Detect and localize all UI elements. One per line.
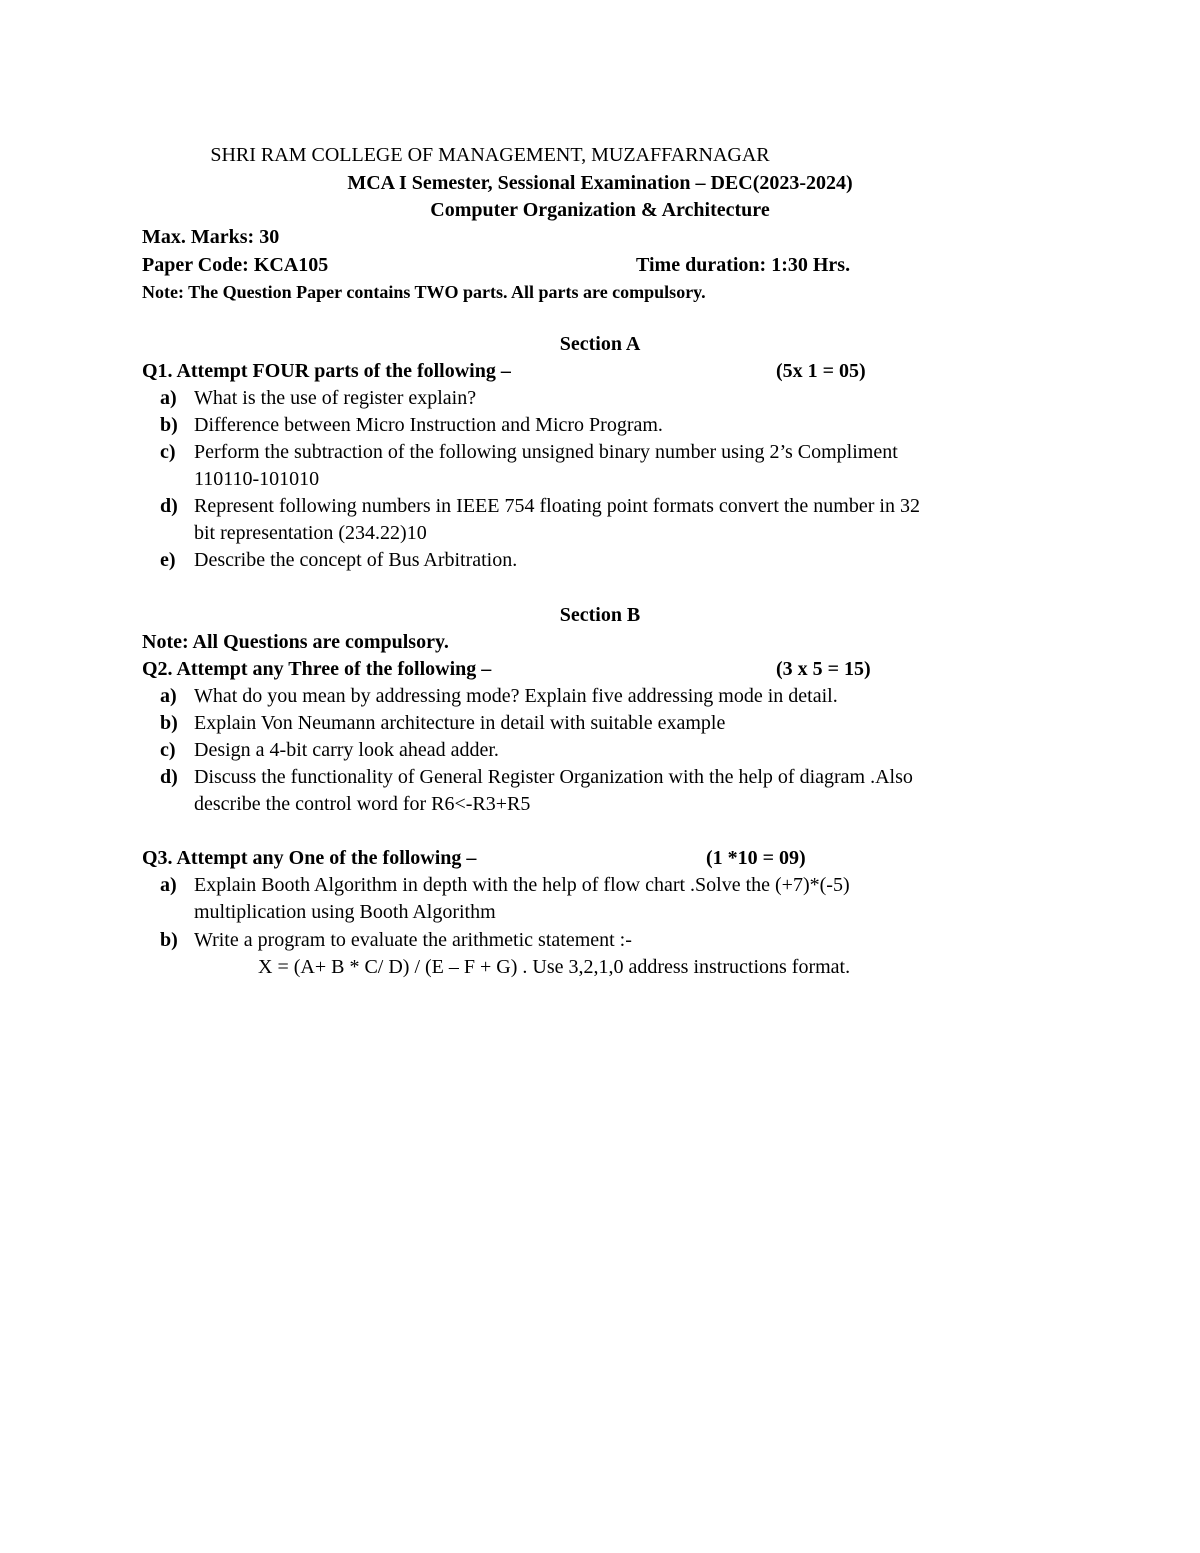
q3-item-text-continued: multiplication using Booth Algorithm [194, 901, 496, 923]
q1-item-label: a) [160, 387, 177, 409]
subject-title: Computer Organization & Architecture [430, 199, 770, 221]
q2-heading: Q2. Attempt any Three of the following – [142, 658, 492, 680]
q3-marks: (1 *10 = 09) [706, 847, 806, 869]
q1-item-label: c) [160, 441, 176, 463]
section-b-note: Note: All Questions are compulsory. [142, 631, 449, 653]
q1-item-text: Represent following numbers in IEEE 754 floating point formats convert the number in 32 [194, 495, 920, 517]
q3-item-text: Write a program to evaluate the arithmetic statement :- [194, 929, 632, 951]
q2-marks: (3 x 5 = 15) [776, 658, 871, 680]
section-a-title: Section A [559, 333, 641, 355]
q3-heading: Q3. Attempt any One of the following – [142, 847, 477, 869]
q3-item-text: Explain Booth Algorithm in depth with the help of flow chart .Solve the (+7)*(-5) [194, 874, 850, 896]
q2-item-text: Design a 4-bit carry look ahead adder. [194, 739, 499, 761]
exam-title: MCA I Semester, Sessional Examination – DEC(2023-2024) [347, 172, 853, 194]
q2-item-text: What do you mean by addressing mode? Explain five addressing mode in detail. [194, 685, 838, 707]
q3-item-label: a) [160, 874, 177, 896]
q2-item-text: Explain Von Neumann architecture in detail with suitable example [194, 712, 726, 734]
q1-heading: Q1. Attempt FOUR parts of the following – [142, 360, 511, 382]
arithmetic-statement: X = (A+ B * C/ D) / (E – F + G) . Use 3,2,1,0 address instructions format. [258, 956, 851, 978]
college-name: SHRI RAM COLLEGE OF MANAGEMENT, MUZAFFARNAGAR [210, 144, 770, 166]
time-duration: Time duration: 1:30 Hrs. [636, 254, 851, 276]
q1-item-text: What is the use of register explain? [194, 387, 477, 409]
paper-note: Note: The Question Paper contains TWO parts. All parts are compulsory. [142, 282, 706, 302]
q1-item-text-continued: bit representation (234.22)10 [194, 522, 427, 544]
q1-item-text-continued: 110110-101010 [194, 468, 320, 490]
q3-item-label: b) [160, 929, 178, 951]
q1-item-text: Perform the subtraction of the following unsigned binary number using 2’s Compliment [194, 441, 898, 463]
q1-item-label: e) [160, 549, 176, 571]
q2-item-label: c) [160, 739, 176, 761]
max-marks: Max. Marks: 30 [142, 226, 280, 248]
q2-item-label: b) [160, 712, 178, 734]
q2-item-label: a) [160, 685, 177, 707]
q1-item-label: b) [160, 414, 178, 436]
section-b-title: Section B [559, 604, 641, 626]
q2-item-label: d) [160, 766, 178, 788]
q1-item-text: Describe the concept of Bus Arbitration. [194, 549, 518, 571]
paper-code: Paper Code: KCA105 [142, 254, 329, 276]
q1-item-text: Difference between Micro Instruction and Micro Program. [194, 414, 663, 436]
q2-item-text-continued: describe the control word for R6<-R3+R5 [194, 793, 531, 815]
q2-item-text: Discuss the functionality of General Register Organization with the help of diagram .Also [194, 766, 913, 788]
q1-marks: (5x 1 = 05) [776, 360, 866, 382]
q1-item-label: d) [160, 495, 178, 517]
